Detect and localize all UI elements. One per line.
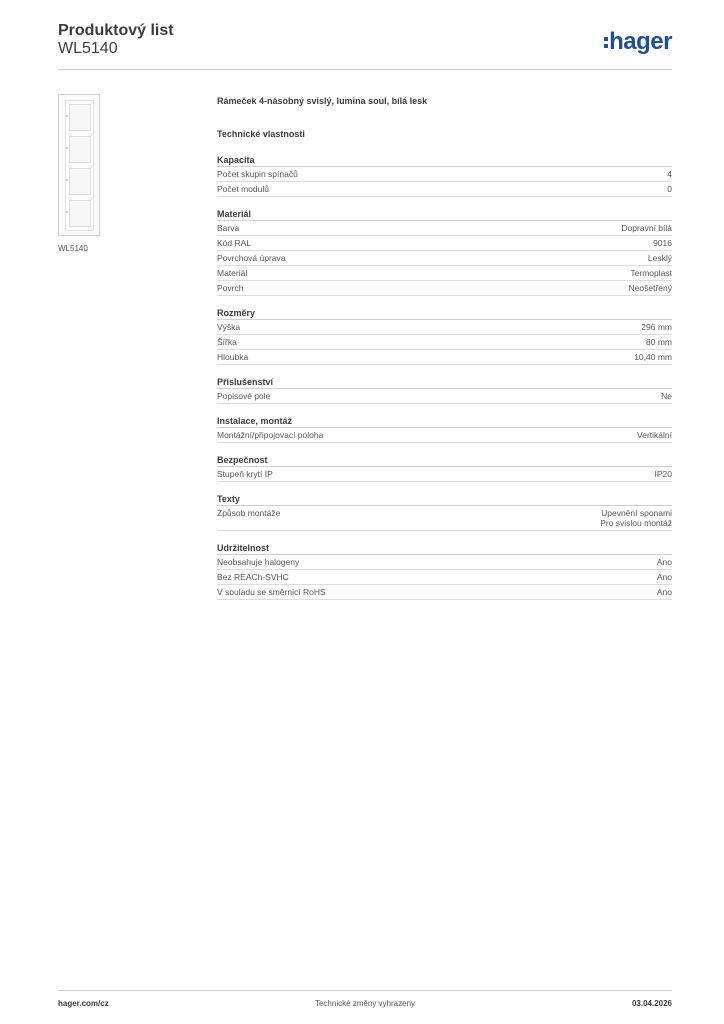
spec-label: Výška <box>217 322 241 332</box>
spec-label: Stupeň krytí IP <box>217 469 273 479</box>
spec-group <box>217 375 672 404</box>
spec-group <box>217 453 672 482</box>
frame-image <box>65 100 94 231</box>
spec-row <box>217 236 672 251</box>
spec-row <box>217 221 672 236</box>
spec-row <box>217 428 672 443</box>
spec-value: Upevnění sponami Pro svislou montáž <box>600 508 672 528</box>
spec-label: Povrch <box>217 283 244 293</box>
spec-row <box>217 350 672 365</box>
logo-dots-icon <box>604 34 608 51</box>
spec-row <box>217 281 672 296</box>
spec-row <box>217 251 672 266</box>
hager-logo <box>604 28 672 56</box>
spec-row <box>217 266 672 281</box>
product-code: WL5140 <box>58 40 118 57</box>
spec-label: V souladu se směrnicí RoHS <box>217 587 326 597</box>
spec-row <box>217 585 672 600</box>
spec-group <box>217 541 672 600</box>
spec-group <box>217 153 672 197</box>
frame-slot <box>69 168 91 195</box>
spec-label: Neobsahuje halogeny <box>217 557 300 567</box>
spec-label: Šířka <box>217 337 237 347</box>
spec-value: Vertikální <box>637 430 672 440</box>
spec-row <box>217 167 672 182</box>
page-footer <box>58 990 672 1008</box>
spec-label: Počet skupin spínačů <box>217 169 298 179</box>
logo-text: hager <box>609 28 672 55</box>
spec-row <box>217 467 672 482</box>
spec-value: IP20 <box>654 469 672 479</box>
spec-label: Montážní/připojovací poloha <box>217 430 324 440</box>
spec-value: 4 <box>667 169 672 179</box>
spec-label: Materiál <box>217 268 248 278</box>
spec-group-title: Rozměry <box>217 306 672 320</box>
spec-value: 9016 <box>653 238 672 248</box>
thumbnail-label: WL5140 <box>58 244 88 253</box>
footer-notice: Technické změny vyhrazeny <box>314 999 416 1008</box>
spec-value: 80 mm <box>646 337 672 347</box>
page-header <box>58 22 672 70</box>
spec-value: 10,40 mm <box>634 352 672 362</box>
spec-group <box>217 492 672 531</box>
spec-value: Ano <box>656 587 672 597</box>
spec-value: Termoplast <box>630 268 672 278</box>
spec-row <box>217 320 672 335</box>
spec-value: Dopravní bílá <box>621 223 672 233</box>
spec-row <box>217 555 672 570</box>
spec-row <box>217 182 672 197</box>
spec-group-title: Bezpečnost <box>217 453 672 467</box>
spec-row <box>217 506 672 531</box>
spec-label: Povrchová úprava <box>217 253 286 263</box>
spec-label: Popisové pole <box>217 391 271 401</box>
spec-value: Ano <box>656 557 672 567</box>
spec-group-title: Příslušenství <box>217 375 672 389</box>
spec-row <box>217 570 672 585</box>
spec-group-title: Instalace, montáž <box>217 414 672 428</box>
spec-row <box>217 389 672 404</box>
spec-group <box>217 207 672 296</box>
spec-label: Hloubka <box>217 352 249 362</box>
spec-value: Neošetřený <box>628 283 672 293</box>
frame-slot <box>69 104 91 131</box>
section-title: Technické vlastnosti <box>217 129 305 139</box>
frame-slot <box>69 136 91 163</box>
spec-group-title: Materiál <box>217 207 672 221</box>
product-name: Rámeček 4-násobný svislý, lumina soul, bílá lesk <box>217 96 428 106</box>
spec-groups <box>217 153 672 600</box>
spec-group-title: Kapacita <box>217 153 672 167</box>
spec-label: Počet modulů <box>217 184 269 194</box>
spec-group-title: Texty <box>217 492 672 506</box>
spec-group-title: Udržitelnost <box>217 541 672 555</box>
spec-label: Barva <box>217 223 240 233</box>
spec-value: 0 <box>667 184 672 194</box>
spec-label: Bez REACh-SVHC <box>217 572 289 582</box>
spec-group <box>217 306 672 365</box>
spec-value: Ano <box>656 572 672 582</box>
page-title: Produktový list <box>58 22 174 39</box>
frame-slot <box>69 200 91 227</box>
spec-content <box>217 95 672 600</box>
footer-website[interactable]: hager.com/cz <box>58 999 109 1008</box>
spec-group <box>217 414 672 443</box>
spec-value: Ne <box>661 391 672 401</box>
spec-row <box>217 335 672 350</box>
spec-label: Způsob montáže <box>217 508 281 518</box>
spec-value: 296 mm <box>641 322 672 332</box>
spec-value: Lesklý <box>647 253 672 263</box>
footer-date: 03.04.2026 <box>631 999 672 1008</box>
spec-label: Kód RAL <box>217 238 252 248</box>
